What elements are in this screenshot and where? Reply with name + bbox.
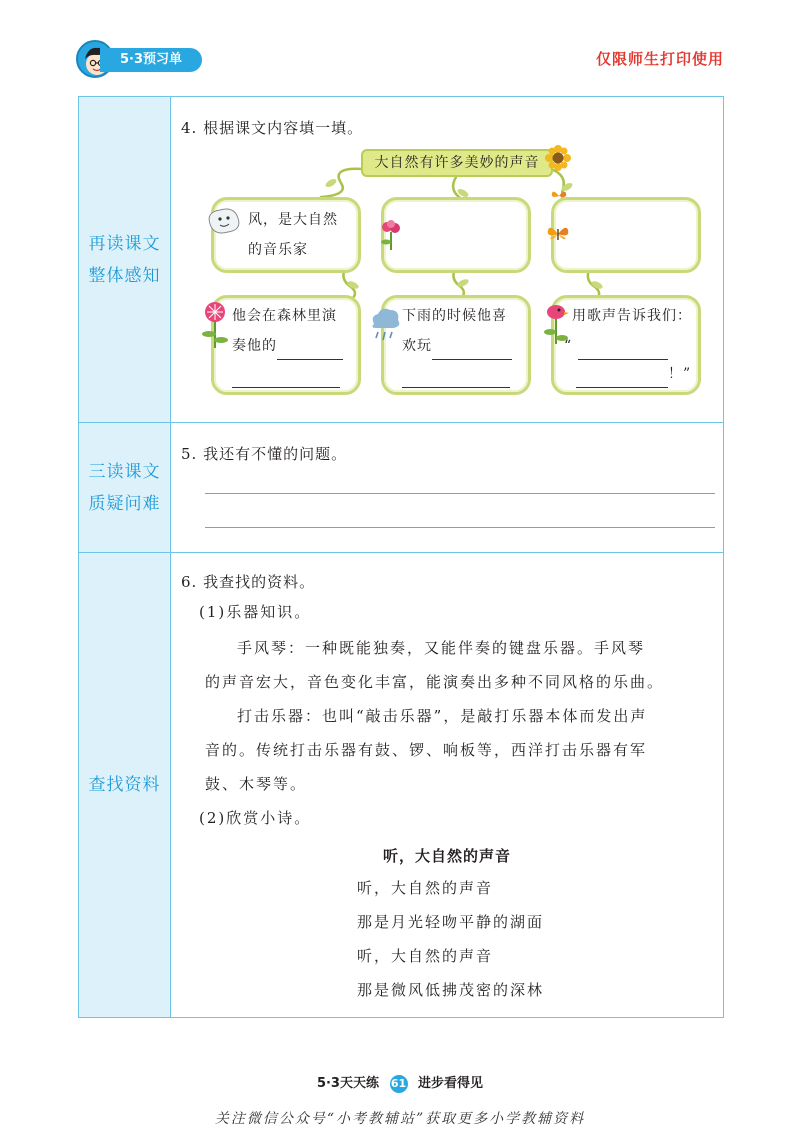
poem-line: 听，大自然的声音 [357, 947, 494, 965]
cloud-text: 风，是大自然 [248, 212, 338, 228]
cloud-text-with-blank [576, 360, 691, 388]
cloud-text-with-blank [232, 332, 343, 360]
paragraph-line: 的声音宏大，音色变化丰富，能演奏出多种不同风格的乐曲。 [205, 673, 665, 691]
cloud-text: 下雨的时候他喜 [402, 308, 507, 324]
flower-icon [200, 300, 230, 354]
section-label [79, 423, 171, 552]
cloud-text: “ [564, 338, 573, 354]
footer-series: 5·3天天练 [316, 1076, 379, 1091]
sunflower-icon [545, 145, 571, 175]
worksheet-table [78, 96, 724, 1018]
cloud-text: 欢玩 [402, 338, 432, 354]
cloud-text: 用歌声告诉我们： [572, 308, 692, 324]
section-research [79, 553, 723, 1017]
print-restriction-text: 仅限师生打印使用 [595, 50, 724, 68]
topic-label: 大自然有许多美妙的声音 [361, 149, 553, 177]
answer-line[interactable] [205, 493, 715, 494]
flower-icon [378, 218, 404, 256]
cloud-wind [211, 197, 361, 273]
poem-title: 听，大自然的声音 [382, 847, 511, 865]
section-label [79, 97, 171, 422]
answer-blank-row [402, 360, 510, 388]
section-content [171, 553, 723, 1017]
poem-line: 那是微风低拂茂密的深林 [357, 981, 545, 999]
page-footer [0, 1072, 800, 1093]
cloud-text: ！” [668, 366, 692, 382]
section-content [171, 97, 723, 422]
section-third-reading-questions [79, 423, 723, 553]
cloud-text: 奏他的 [232, 338, 277, 354]
butterfly-icon [546, 224, 570, 248]
label-line: 质疑问难 [88, 493, 161, 514]
answer-blank[interactable] [578, 342, 668, 360]
label-line: 再读课文 [88, 233, 161, 254]
cloud-text-with-blank [564, 332, 668, 360]
page-header [0, 0, 800, 96]
answer-blank[interactable] [402, 370, 510, 388]
paragraph-line: 手风琴：一种既能独奏，又能伴奏的键盘乐器。手风琴 [237, 639, 646, 657]
answer-blank-row [232, 360, 340, 388]
rain-cloud-icon [368, 306, 402, 350]
cloud-text: 他会在森林里演 [232, 308, 337, 324]
cloud-rain [381, 295, 531, 395]
section-label [79, 553, 171, 1017]
page-number: 61 [390, 1075, 408, 1093]
paragraph-line: 打击乐器：也叫“敲击乐器”，是敲打乐器本体而发出声 [237, 707, 648, 725]
cloud-forest [211, 295, 361, 395]
question-5: 5. 我还有不懂的问题。 [181, 445, 348, 463]
answer-line[interactable] [205, 527, 715, 528]
section-reread-overview [79, 97, 723, 423]
answer-blank[interactable] [576, 370, 668, 388]
cloud-text: 的音乐家 [248, 242, 308, 258]
answer-blank[interactable] [432, 342, 512, 360]
badge-label: 5·3预习单 [100, 48, 202, 72]
wind-face-icon [204, 204, 244, 242]
cloud-text-with-blank [402, 332, 512, 360]
subheading-instrument-knowledge: (1)乐器知识。 [199, 603, 312, 621]
wechat-notice: 关注微信公众号“小考教辅站”获取更多小学教辅资料 [214, 1111, 586, 1127]
poem-line: 听，大自然的声音 [357, 879, 494, 897]
label-line: 三读课文 [88, 461, 161, 482]
poem-line: 那是月光轻吻平静的湖面 [357, 913, 545, 931]
butterfly-icon [550, 188, 568, 207]
subheading-poem: (2)欣赏小诗。 [199, 809, 312, 827]
section-content [171, 423, 723, 552]
answer-blank[interactable] [277, 342, 343, 360]
question-6: 6. 我查找的资料。 [181, 573, 316, 591]
cloud-answer-blank[interactable] [551, 197, 701, 273]
paragraph-line: 音的。传统打击乐器有鼓、锣、响板等，西洋打击乐器有军 [205, 741, 648, 759]
label-line: 查找资料 [88, 775, 161, 795]
cloud-song [551, 295, 701, 395]
cloud-answer-blank[interactable] [381, 197, 531, 273]
label-line: 整体感知 [88, 265, 161, 286]
answer-blank[interactable] [232, 370, 340, 388]
footer-slogan: 进步看得见 [418, 1076, 484, 1091]
paragraph-line: 鼓、木琴等。 [205, 775, 308, 793]
question-4: 4. 根据课文内容填一填。 [181, 119, 364, 137]
